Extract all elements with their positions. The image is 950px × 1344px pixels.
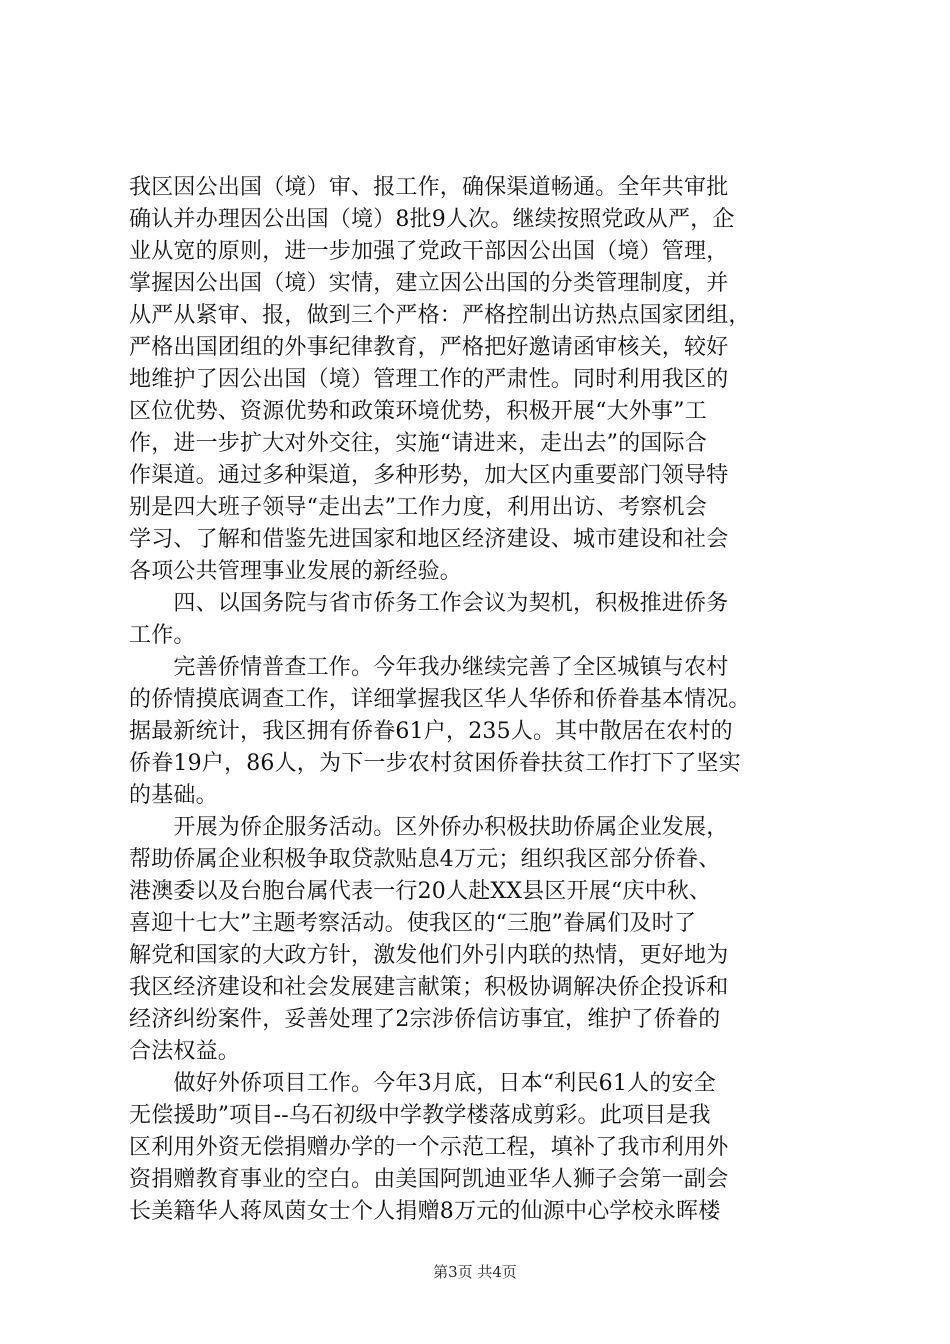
text-line: 开展为侨企服务活动。区外侨办积极扶助侨属企业发展， [129,815,729,840]
text-line: 区位优势、资源优势和政策环境优势，积极开展“大外事”工 [129,399,707,424]
text-line: 长美籍华人蒋凤茵女士个人捐赠8万元的仙源中心学校永晖楼 [129,1199,721,1224]
text-line: 业从宽的原则，进一步加强了党政干部因公出国（境）管理， [129,239,729,264]
text-line: 解党和国家的大政方针，激发他们外引内联的热情，更好地为 [129,943,729,968]
text-line: 我区经济建设和社会发展建言献策；积极协调解决侨企投诉和 [129,975,729,1000]
text-line: 完善侨情普查工作。今年我办继续完善了全区城镇与农村 [129,655,729,680]
text-line: 据最新统计，我区拥有侨眷61户，235人。其中散居在农村的 [129,719,733,744]
text-line: 帮助侨属企业积极争取贷款贴息4万元；组织我区部分侨眷、 [129,847,721,872]
text-line: 学习、了解和借鉴先进国家和地区经济建设、城市建设和社会 [129,527,729,552]
text-line: 从严从紧审、报，做到三个严格：严格控制出访热点国家团组， [129,303,751,328]
text-line: 无偿援助”项目--乌石初级中学教学楼落成剪彩。此项目是我 [129,1103,711,1128]
section-heading-line: 四、以国务院与省市侨务工作会议为契机，积极推进侨务 [129,591,729,616]
section-heading-line: 工作。 [129,623,196,648]
text-line: 掌握因公出国（境）实情，建立因公出国的分类管理制度，并 [129,271,729,296]
text-line: 严格出国团组的外事纪律教育，严格把好邀请函审核关，较好 [129,335,729,360]
text-line: 我区因公出国（境）审、报工作，确保渠道畅通。全年共审批 [129,175,729,200]
text-line: 经济纠纷案件，妥善处理了2宗涉侨信访事宜，维护了侨眷的 [129,1007,721,1032]
text-line: 地维护了因公出国（境）管理工作的严肃性。同时利用我区的 [129,367,729,392]
text-line: 喜迎十七大”主题考察活动。使我区的“三胞”眷属们及时了 [129,911,697,936]
text-line: 作渠道。通过多种渠道，多种形势，加大区内重要部门领导特 [129,463,729,488]
page-number-footer: 第3页 共4页 [433,1263,517,1281]
text-line: 各项公共管理事业发展的新经验。 [129,559,463,584]
text-line: 的侨情摸底调查工作，详细掌握我区华人华侨和侨眷基本情况。 [129,687,751,712]
text-line: 资捐赠教育事业的空白。由美国阿凯迪亚华人狮子会第一副会 [129,1167,729,1192]
text-line: 做好外侨项目工作。今年3月底，日本“利民61人的安全 [129,1071,716,1096]
text-line: 侨眷19户，86人，为下一步农村贫困侨眷扶贫工作打下了坚实 [129,751,741,776]
body-text [129,172,835,1228]
text-line: 的基础。 [129,783,218,808]
text-line: 别是四大班子领导“走出去”工作力度，利用出访、考察机会 [129,495,707,520]
text-line: 区利用外资无偿捐赠办学的一个示范工程，填补了我市利用外 [129,1135,729,1160]
text-line: 港澳委以及台胞台属代表一行20人赴XX县区开展“庆中秋、 [129,879,712,904]
text-line: 作，进一步扩大对外交往，实施“请进来，走出去”的国际合 [129,431,707,456]
text-line: 合法权益。 [129,1039,241,1064]
text-line: 确认并办理因公出国（境）8批9人次。继续按照党政从严，企 [129,207,735,232]
